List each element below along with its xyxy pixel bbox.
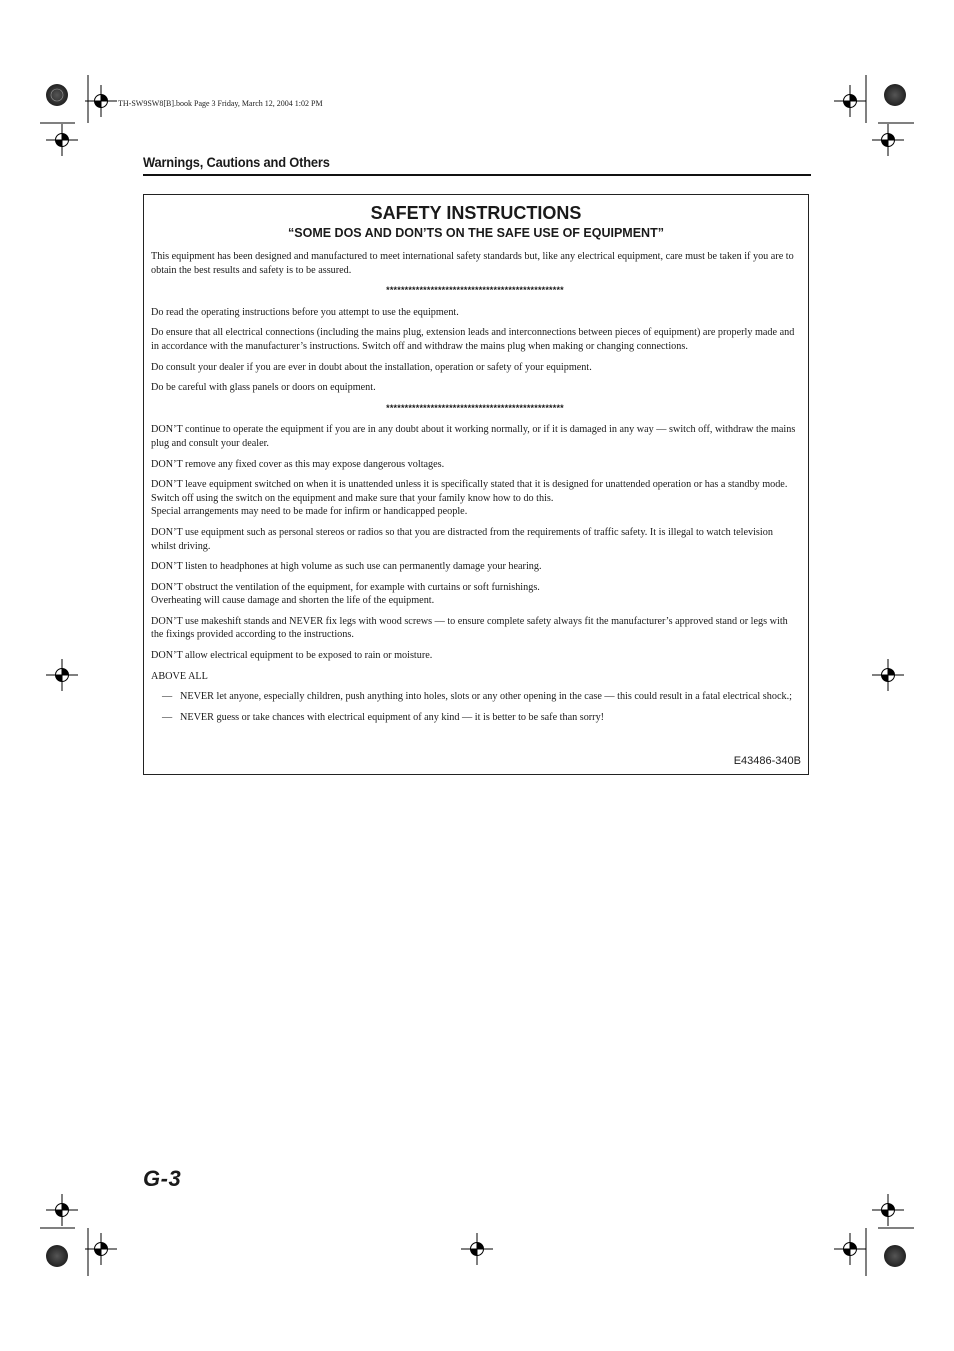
dont-item: DON’T listen to headphones at high volume as such use can permanently damage your hearing. [151, 561, 542, 573]
registration-mark-icon [46, 1194, 78, 1226]
separator: ************************************************ [386, 402, 564, 413]
page-number: G-3 [143, 1166, 182, 1191]
dont-item: DON’T continue to operate the equipment if you are in any doubt about it working normally, or if it is damaged in any way — switch off, withdraw the mains plug and consult your dealer. [151, 424, 796, 449]
dash-bullet: — [162, 691, 173, 703]
registration-mark-icon [872, 124, 904, 156]
box-title: SAFETY INSTRUCTIONS [370, 203, 582, 223]
registration-mark-icon [461, 1233, 493, 1265]
section-heading: Warnings, Cautions and Others [143, 154, 330, 170]
dont-item: DON’T remove any fixed cover as this may expose dangerous voltages. [151, 458, 445, 470]
dont-item: DON’T use makeshift stands and NEVER fix legs with wood screws — to ensure complete safety always fit the manufacturer’s approved stand or legs with the fixings provided according to the instructions. [151, 615, 788, 641]
do-item: Do consult your dealer if you are ever in doubt about the installation, operation or safety of your equipment. [151, 361, 592, 373]
dont-item: DON’T allow electrical equipment to be exposed to rain or moisture. [151, 650, 433, 662]
registration-mark-icon [834, 1233, 866, 1265]
registration-mark-icon [872, 1194, 904, 1226]
file-slug: TH-SW9SW8[B].book Page 3 Friday, March 12, 2004 1:02 PM [118, 99, 323, 108]
registration-mark-icon [85, 1233, 117, 1265]
color-target-icon [46, 84, 68, 106]
document-code: E43486-340B [733, 755, 801, 767]
safety-instructions-box [143, 194, 809, 775]
dont-item-note: Switch off using the switch on the equipment and make sure that your family know how to do this. [151, 492, 554, 504]
dash-bullet: — [162, 711, 173, 723]
dont-item-group [151, 478, 799, 519]
color-target-icon [884, 1245, 906, 1267]
do-item: Do ensure that all electrical connections (including the mains plug, extension leads and interconnections between pieces of equipment) are properly made and in accordance with the manufacturer’s instructions. Switch off and withdraw the mains plug when making or changing connections. [151, 327, 795, 352]
registration-mark-icon [834, 85, 866, 117]
above-all-item [151, 690, 799, 704]
dont-item: DON’T obstruct the ventilation of the equipment, for example with curtains or soft furnishings. [151, 581, 540, 593]
dont-item: DON’T use equipment such as personal stereos or radios so that you are distracted from the requirements of traffic safety. It is illegal to watch television whilst driving. [151, 526, 773, 552]
above-all-label: ABOVE ALL [151, 670, 208, 682]
dont-item-note: Special arrangements may need to be made for infirm or handicapped people. [151, 506, 468, 518]
separator: ************************************************ [386, 285, 564, 296]
instructions-body [151, 250, 799, 731]
registration-mark-icon [46, 124, 78, 156]
above-all-text: NEVER let anyone, especially children, push anything into holes, slots or any other opening in the case — this could result in a fatal electrical shock.; [180, 691, 792, 703]
registration-mark-icon [872, 659, 904, 691]
registration-mark-icon [46, 659, 78, 691]
above-all-item [151, 711, 799, 725]
heading-rule [143, 174, 811, 176]
color-target-icon [46, 1245, 68, 1267]
box-subtitle: “SOME DOS AND DON’TS ON THE SAFE USE OF EQUIPMENT” [288, 226, 664, 240]
above-all-text: NEVER guess or take chances with electrical equipment of any kind — it is better to be safe than sorry! [180, 711, 605, 723]
color-target-icon [884, 84, 906, 106]
intro-paragraph: This equipment has been designed and manufactured to meet international safety standards but, like any electrical equipment, care must be taken if you are to obtain the best results and safety is to be assured. [151, 251, 794, 276]
dont-item-note: Overheating will cause damage and shorten the life of the equipment. [151, 595, 435, 607]
dont-item: DON’T leave equipment switched on when it is unattended unless it is specifically stated that it is designed for unattended operation or has a standby mode. [151, 479, 788, 491]
registration-mark-icon [85, 85, 117, 117]
do-item: Do be careful with glass panels or doors on equipment. [151, 382, 376, 394]
do-item: Do read the operating instructions before you attempt to use the equipment. [151, 306, 459, 318]
dont-item-group [151, 581, 799, 608]
